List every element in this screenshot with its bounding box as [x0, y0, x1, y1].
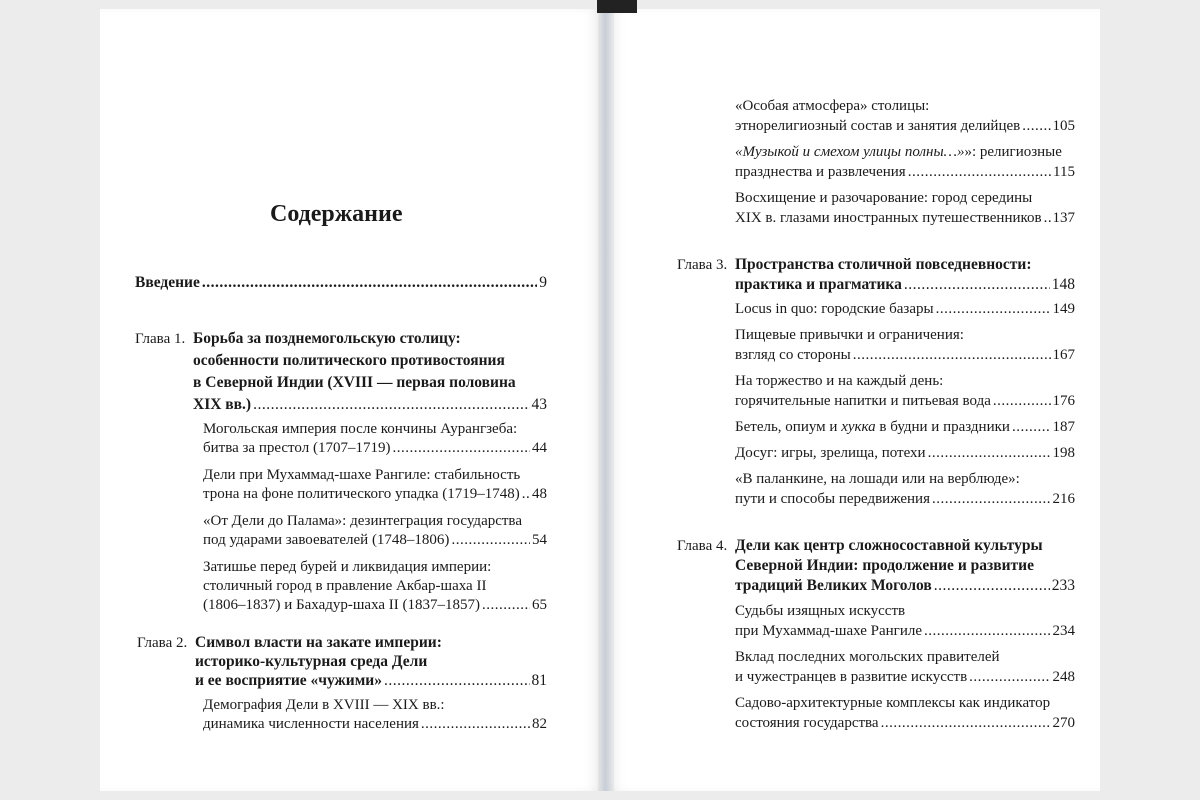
leader-dots	[1044, 208, 1051, 228]
section-entry: взгляд со стороны ..... 167	[735, 345, 1075, 365]
leader-dots	[202, 273, 537, 293]
leader-dots	[253, 395, 529, 415]
leader-dots	[908, 162, 1051, 182]
chapter-label: Глава 4.	[677, 538, 728, 554]
leader-dots	[853, 345, 1051, 365]
section-entry: при Мухаммад-шахе Рангиле ..... 234	[735, 621, 1075, 641]
section-line: «От Дели до Палама»: дезинтеграция государства	[203, 513, 522, 529]
section-entry: и чужестранцев в развитие искусств ..... 248	[735, 667, 1075, 687]
chapter-title-line: Борьба за позднемогольскую столицу:	[193, 330, 461, 347]
section-line: Демография Дели в XVIII — XIX вв.:	[203, 697, 445, 713]
book-spread	[100, 9, 1100, 791]
chapter-title-line: Дели как центр сложносоставной культуры	[735, 537, 1043, 554]
chapter-title-line: Северной Индии: продолжение и развитие	[735, 557, 1034, 574]
chapter-label: Глава 2.	[137, 635, 188, 651]
section-entry: состояния государства ..... 270	[735, 713, 1075, 733]
leader-dots	[993, 391, 1051, 411]
section-entry: горячительные напитки и питьевая вода ..... 176	[735, 391, 1075, 411]
section-entry: Бетель, опиум и хукка в будни и праздники ..... 187	[735, 417, 1075, 437]
section-line: Могольская империя после кончины Аурангзеба:	[203, 421, 518, 437]
toc-entry-intro: Введение ..... 9	[135, 273, 547, 293]
section-entry: XIX в. глазами иностранных путешественников ..... 137	[735, 208, 1075, 228]
chapter-title-line: Символ власти на закате империи:	[195, 634, 442, 651]
leader-dots	[522, 484, 530, 504]
chapter-title-last-line: XIX вв.) ..... 43	[193, 395, 547, 415]
section-entry: празднества и развлечения ..... 115	[735, 162, 1075, 182]
chapter-title-line: особенности политического противостояния	[193, 352, 505, 369]
chapter-title-last-line: практика и прагматика ..... 148	[735, 275, 1075, 295]
section-line: «Музыкой и смехом улицы полны…»»: религиозные	[735, 144, 1062, 160]
section-line: «Особая атмосфера» столицы:	[735, 98, 930, 114]
section-entry: Досуг: игры, зрелища, потехи ..... 198	[735, 443, 1075, 463]
leader-dots	[392, 438, 530, 458]
section-line: столичный город в правление Акбар-шаха II	[203, 578, 487, 594]
book-gutter	[598, 9, 614, 791]
section-entry: динамика численности населения ..... 82	[203, 714, 547, 734]
chapter-title-line: историко-культурная среда Дели	[195, 653, 428, 670]
page-title: Содержание	[270, 201, 403, 227]
right-page	[605, 9, 1100, 791]
leader-dots	[881, 713, 1051, 733]
section-line: Восхищение и разочарование: город середины	[735, 190, 1033, 206]
section-entry: трона на фоне политического упадка (1719–1748) ..... 48	[203, 484, 547, 504]
section-line: Пищевые привычки и ограничения:	[735, 327, 964, 343]
leader-dots	[932, 489, 1051, 509]
leader-dots	[451, 530, 530, 550]
leader-dots	[934, 576, 1050, 596]
chapter-title-last-line: традиций Великих Моголов ..... 233	[735, 576, 1075, 596]
leader-dots	[969, 667, 1050, 687]
leader-dots	[928, 443, 1051, 463]
section-line: Дели при Мухаммад-шахе Рангиле: стабильность	[203, 467, 521, 483]
section-entry: пути и способы передвижения ..... 216	[735, 489, 1075, 509]
left-page	[100, 9, 605, 791]
section-line: Садово-архитектурные комплексы как индикатор	[735, 695, 1051, 711]
chapter-label: Глава 3.	[677, 257, 728, 273]
chapter-title-line: Пространства столичной повседневности:	[735, 256, 1032, 273]
section-line: На торжество и на каждый день:	[735, 373, 944, 389]
chapter-title-line: в Северной Индии (XVIII — первая половина	[193, 374, 516, 391]
section-line: Судьбы изящных искусств	[735, 603, 906, 619]
leader-dots	[1022, 116, 1050, 136]
section-line: «В паланкине, на лошади или на верблюде»:	[735, 471, 1020, 487]
leader-dots	[482, 595, 530, 615]
section-entry: (1806–1837) и Бахадур-шаха II (1837–1857) ..... 65	[203, 595, 547, 615]
leader-dots	[936, 299, 1051, 319]
section-entry: Locus in quo: городские базары ..... 149	[735, 299, 1075, 319]
chapter-title-last-line: и ее восприятие «чужими» ..... 81	[195, 671, 547, 691]
section-entry: под ударами завоевателей (1748–1806) ..... 54	[203, 530, 547, 550]
section-entry: этнорелигиозный состав и занятия делийцев ..... 105	[735, 116, 1075, 136]
book-spine-edge	[597, 0, 637, 13]
leader-dots	[421, 714, 530, 734]
leader-dots	[924, 621, 1051, 641]
section-entry: битва за престол (1707–1719) ..... 44	[203, 438, 547, 458]
section-line: Вклад последних могольских правителей	[735, 649, 1000, 665]
chapter-label: Глава 1.	[135, 331, 186, 347]
section-line: Затишье перед бурей и ликвидация империи:	[203, 559, 492, 575]
leader-dots	[1012, 417, 1051, 437]
leader-dots	[384, 671, 530, 691]
leader-dots	[904, 275, 1050, 295]
